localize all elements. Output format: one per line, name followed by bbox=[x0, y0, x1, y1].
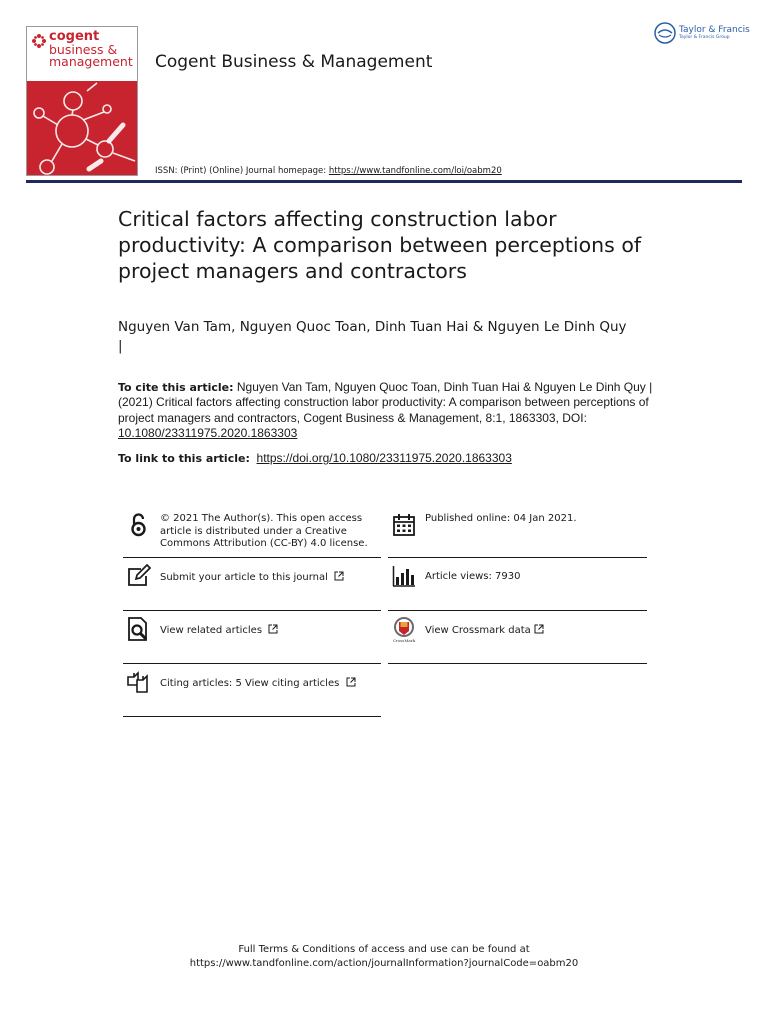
article-doi-url[interactable]: https://doi.org/10.1080/23311975.2020.1863303 bbox=[256, 451, 512, 465]
bar-chart-icon bbox=[392, 564, 416, 588]
cover-brand-line-3: management bbox=[49, 54, 133, 69]
footer-line-1: Full Terms & Conditions of access and use can be found at bbox=[238, 944, 530, 955]
citing-text: Citing articles: 5 View citing articles bbox=[160, 678, 340, 689]
article-link-line bbox=[118, 451, 678, 465]
cite-text: Nguyen Van Tam, Nguyen Quoc Toan, Dinh Tuan Hai & Nguyen Le Dinh Quy | (2021) Critical factors affecting construction labor productivity: A comparison between perceptions of project managers and contractors, Cogent Business & Management, 8:1, 1863303, DOI: bbox=[118, 380, 653, 425]
crossmark-link[interactable] bbox=[388, 617, 647, 664]
article-authors bbox=[118, 318, 678, 356]
publisher-logo[interactable] bbox=[654, 22, 750, 44]
issn-line bbox=[155, 166, 502, 176]
footer-terms-url[interactable]: https://www.tandfonline.com/action/journalInformation?journalCode=oabm20 bbox=[189, 958, 579, 969]
copy-documents-icon bbox=[127, 670, 151, 694]
submit-text: Submit your article to this journal bbox=[160, 572, 328, 583]
crossmark-badge bbox=[392, 617, 416, 641]
cite-label: To cite this article: bbox=[118, 381, 234, 394]
doi-link[interactable]: 10.1080/23311975.2020.1863303 bbox=[118, 425, 298, 440]
cover-brand-line-1: cogent bbox=[49, 29, 100, 44]
published-date bbox=[388, 513, 647, 558]
related-text: View related articles bbox=[160, 625, 263, 636]
molecule-artwork-icon bbox=[27, 81, 137, 176]
open-access-notice bbox=[123, 513, 381, 558]
article-views bbox=[388, 564, 647, 611]
cogent-star-icon bbox=[31, 33, 47, 49]
issn-text: ISSN: (Print) (Online) Journal homepage: bbox=[155, 166, 329, 176]
calendar-icon bbox=[392, 513, 416, 537]
citation-block bbox=[118, 380, 658, 441]
author-list: Nguyen Van Tam, Nguyen Quoc Toan, Dinh Tuan Hai & Nguyen Le Dinh Quy bbox=[118, 319, 627, 335]
open-access-icon bbox=[127, 513, 151, 537]
author-separator: | bbox=[118, 338, 123, 354]
open-access-text: © 2021 The Author(s). This open access article is distributed under a Creative Commons Attribution (CC-BY) 4.0 license. bbox=[160, 513, 368, 549]
publisher-name: Taylor & Francis bbox=[679, 25, 750, 35]
views-text: Article views: 7930 bbox=[425, 571, 521, 582]
journal-title: Cogent Business & Management bbox=[155, 52, 433, 72]
publisher-group: Taylor & Francis Group bbox=[679, 35, 730, 40]
submit-article-link[interactable] bbox=[123, 564, 381, 611]
link-label: To link to this article: bbox=[118, 452, 250, 465]
edit-document-icon bbox=[127, 564, 151, 588]
external-link-icon bbox=[334, 571, 344, 581]
journal-cover bbox=[26, 26, 138, 176]
external-link-icon bbox=[346, 677, 356, 687]
search-document-icon bbox=[127, 617, 151, 641]
crossmark-text: View Crossmark data bbox=[425, 625, 531, 636]
cover-artwork bbox=[27, 81, 137, 176]
header-divider bbox=[26, 180, 742, 183]
citing-articles-link[interactable] bbox=[123, 670, 381, 717]
cover-brand-line-2: business & bbox=[49, 41, 118, 57]
external-link-icon bbox=[268, 624, 278, 634]
article-title: Critical factors affecting construction labor productivity: A comparison between perceptions of project managers and contractors bbox=[118, 207, 642, 283]
journal-homepage-link[interactable]: https://www.tandfonline.com/loi/oabm20 bbox=[328, 166, 502, 176]
terms-footer bbox=[0, 943, 768, 971]
taylor-francis-logo-icon bbox=[654, 22, 676, 44]
crossmark-badge-label: CrossMark bbox=[392, 638, 416, 643]
cover-brand-area bbox=[27, 27, 137, 81]
related-articles-link[interactable] bbox=[123, 617, 381, 664]
external-link-icon bbox=[534, 624, 544, 634]
published-text: Published online: 04 Jan 2021. bbox=[425, 513, 577, 524]
